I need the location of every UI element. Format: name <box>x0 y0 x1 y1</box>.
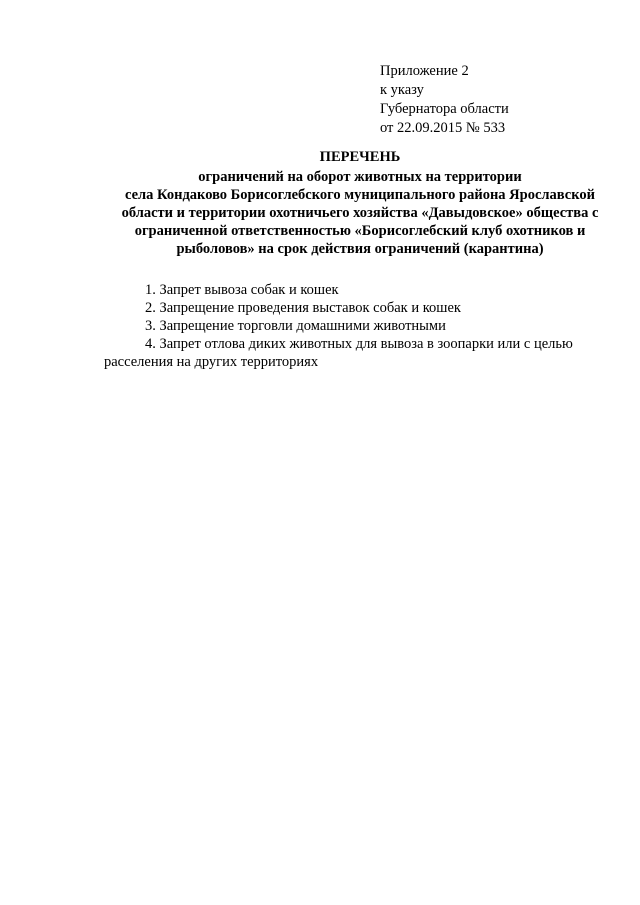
list-item: 3. Запрещение торговли домашними животными <box>145 318 446 334</box>
annex-line: Губернатора области <box>380 101 509 117</box>
list-item: 2. Запрещение проведения выставок собак и кошек <box>145 300 461 316</box>
annex-line: Приложение 2 <box>380 63 469 79</box>
title-line: рыболовов» на срок действия ограничений (карантина) <box>176 241 544 257</box>
title-line: ограничений на оборот животных на территории <box>198 169 522 185</box>
list-item: 4. Запрет отлова диких животных для вывоза в зоопарки или с целью <box>145 336 573 352</box>
restrictions-list <box>104 281 624 371</box>
document-title <box>100 148 620 258</box>
annex-line: к указу <box>380 82 424 98</box>
title-line: села Кондаково Борисоглебского муниципального района Ярославской <box>124 187 595 203</box>
annex-block <box>380 62 509 138</box>
list-item-continuation: расселения на других территориях <box>104 354 319 370</box>
title-line: области и территории охотничьего хозяйства «Давыдовское» общества с <box>121 205 599 221</box>
annex-line: от 22.09.2015 № 533 <box>380 120 506 136</box>
list-item: 1. Запрет вывоза собак и кошек <box>145 282 339 298</box>
title-heading: ПЕРЕЧЕНЬ <box>319 149 401 165</box>
title-line: ограниченной ответственностью «Борисоглебский клуб охотников и <box>134 223 586 239</box>
